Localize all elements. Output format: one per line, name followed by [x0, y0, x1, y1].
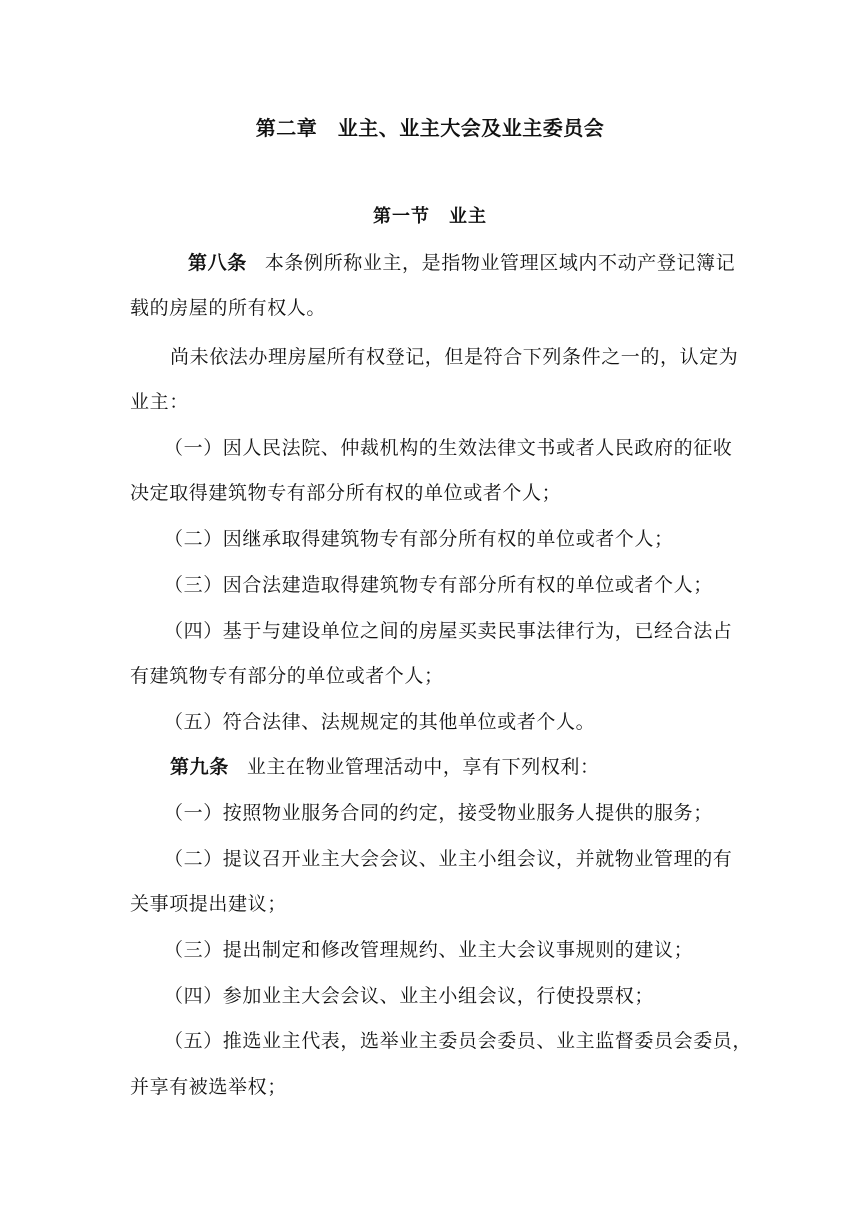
- article-9-label: 第九条: [170, 756, 229, 778]
- article-9-text: 业主在物业管理活动中，享有下列权利：: [246, 756, 600, 778]
- right-3: （三）提出制定和修改管理规约、业主大会议事规则的建议；: [164, 939, 694, 961]
- item-4-line-1: （四）基于与建设单位之间的房屋买卖民事法律行为，已经合法占: [164, 620, 733, 642]
- right-5-line-2: 并享有被选举权；: [130, 1076, 287, 1098]
- item-5: （五）符合法律、法规规定的其他单位或者个人。: [164, 711, 596, 733]
- item-1-line-2: 决定取得建筑物专有部分所有权的单位或者个人；: [130, 482, 562, 504]
- item-4-line-2: 有建筑物专有部分的单位或者个人；: [130, 665, 444, 687]
- item-1-line-1: （一）因人民法院、仲裁机构的生效法律文书或者人民政府的征收: [164, 437, 733, 459]
- item-3: （三）因合法建造取得建筑物专有部分所有权的单位或者个人；: [164, 574, 713, 596]
- article-9-line-1: [170, 754, 600, 780]
- article-8-text: 本条例所称业主，是指物业管理区域内不动产登记簿记: [264, 252, 736, 274]
- article-8-label: 第八条: [188, 252, 247, 274]
- section-title: 第一节 业主: [373, 206, 487, 227]
- paragraph-2-line-2: 业主：: [130, 391, 189, 413]
- article-8-line-1: [188, 250, 735, 276]
- right-2-line-1: （二）提议召开业主大会会议、业主小组会议，并就物业管理的有: [164, 848, 733, 870]
- item-2: （二）因继承取得建筑物专有部分所有权的单位或者个人；: [164, 528, 674, 550]
- right-2-line-2: 关事项提出建议；: [130, 893, 287, 915]
- article-8-line-2: 载的房屋的所有权人。: [130, 297, 327, 319]
- right-1: （一）按照物业服务合同的约定，接受物业服务人提供的服务；: [164, 802, 713, 824]
- right-5-line-1: （五）推选业主代表，选举业主委员会委员、业主监督委员会委员，: [164, 1030, 753, 1052]
- right-4: （四）参加业主大会会议、业主小组会议，行使投票权；: [164, 985, 655, 1007]
- paragraph-2-line-1: 尚未依法办理房屋所有权登记，但是符合下列条件之一的，认定为: [170, 346, 739, 368]
- chapter-title: 第二章 业主、业主大会及业主委员会: [255, 116, 605, 140]
